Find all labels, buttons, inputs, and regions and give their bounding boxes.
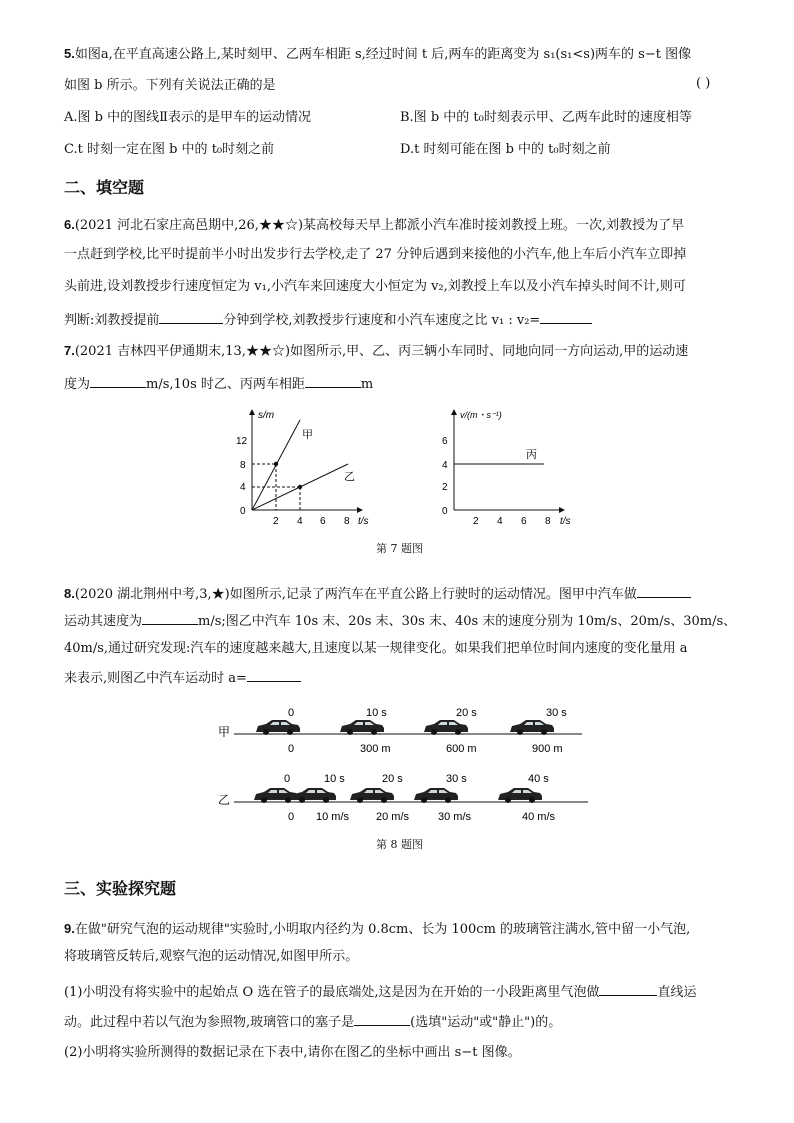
answer-blank[interactable]	[159, 309, 223, 324]
q6-line3: 头前进,设刘教授步行速度恒定为 v₁,小汽车来回速度大小恒定为 v₂,刘教授上车以及小汽车掉头时间不计,则可	[64, 279, 686, 294]
time-label: 20 s	[456, 707, 477, 719]
speed-label: 40 m/s	[522, 811, 556, 823]
answer-blank[interactable]	[599, 981, 657, 996]
x-tick: 2	[273, 516, 279, 527]
y-tick: 6	[442, 436, 448, 447]
distance-label: 900 m	[532, 743, 563, 755]
answer-blank[interactable]	[305, 373, 361, 388]
q8-line2	[64, 610, 736, 632]
q5-option-d: D.t 时刻可能在图 b 中的 t₀时刻之前	[400, 142, 611, 157]
x-tick: 4	[497, 516, 503, 527]
car-icon	[414, 788, 458, 803]
answer-blank[interactable]	[90, 373, 146, 388]
q6-line1	[64, 215, 684, 236]
time-label: 10 s	[324, 773, 345, 785]
q9-text: (选填"运动"或"静止")的。	[410, 1015, 562, 1030]
row-label-yi: 乙	[218, 793, 231, 807]
distance-label: 0	[288, 743, 295, 755]
car-icon	[350, 788, 394, 803]
q8-text: (2020 湖北荆州中考,3,★)如图所示,记录了两汽车在平直公路上行驶时的运动情况。图甲中汽车做	[74, 587, 637, 602]
x-tick: 8	[344, 516, 350, 527]
figure-caption: 第 7 题图	[376, 542, 423, 555]
answer-blank[interactable]	[247, 667, 301, 682]
question-number: 8.	[64, 586, 75, 601]
speed-label: 20 m/s	[376, 811, 410, 823]
q9-line1	[64, 919, 690, 940]
y-tick: 0	[240, 506, 246, 517]
figure-caption: 第 8 题图	[376, 838, 423, 851]
q6-line4	[64, 309, 592, 331]
car-icon	[424, 720, 468, 735]
q6-text: 判断:刘教授提前	[64, 313, 160, 328]
car-icon	[292, 788, 336, 803]
q9-text: 动。此过程中若以气泡为参照物,玻璃管口的塞子是	[64, 1015, 355, 1030]
car-icon	[498, 788, 542, 803]
section-heading-fill-in: 二、填空题	[64, 180, 145, 197]
answer-blank[interactable]	[354, 1011, 410, 1026]
speed-label: 10 m/s	[316, 811, 350, 823]
label-jia: 甲	[302, 429, 313, 441]
distance-label: 600 m	[446, 743, 477, 755]
y-tick: 2	[442, 482, 448, 493]
q8-line4	[64, 667, 301, 689]
section-heading-experiment: 三、实验探究题	[64, 881, 177, 898]
speed-label: 30 m/s	[438, 811, 472, 823]
q7-st-graph	[222, 404, 382, 532]
q9-line2: 将玻璃管反转后,观察气泡的运动情况,如图甲所示。	[64, 949, 359, 964]
distance-label: 300 m	[360, 743, 391, 755]
time-label: 30 s	[546, 707, 567, 719]
point	[298, 485, 302, 489]
car-icon	[256, 720, 300, 735]
q6-text: (2021 河北石家庄高邑期中,26,★★☆)某高校每天早上都派小汽车准时接刘教授上班。一次,刘教授为了早	[74, 218, 685, 233]
q8-line1	[64, 583, 691, 605]
q8-text: m/s;图乙中汽车 10s 末、20s 末、30s 末、40s 末的速度分别为 10m/s、20m/s、30m/s、	[198, 614, 737, 629]
q5-option-b: B.图 b 中的 t₀时刻表示甲、乙两车此时的速度相等	[400, 110, 692, 125]
row-label-jia: 甲	[218, 725, 231, 739]
q7-text: m/s,10s 时乙、丙两车相距	[146, 377, 305, 392]
q9-text: 直线运	[657, 985, 697, 1000]
time-label: 30 s	[446, 773, 467, 785]
q7-line2	[64, 373, 373, 395]
x-axis-label: t/s	[358, 516, 369, 527]
question-number: 5.	[64, 46, 75, 61]
label-yi: 乙	[344, 471, 355, 483]
speed-label: 0	[288, 811, 295, 823]
q6-text: 分钟到学校,刘教授步行速度和小汽车速度之比 v₁ : v₂=	[223, 313, 541, 328]
y-tick: 4	[442, 460, 448, 471]
q8-text: 运动其速度为	[64, 614, 143, 629]
q5-line2: 如图 b 所示。下列有关说法正确的是	[64, 78, 276, 93]
point	[274, 462, 278, 466]
q8-line3: 40m/s,通过研究发现:汽车的速度越来越大,且速度以某一规律变化。如果我们把单位时间内速度的变化量用 a	[64, 641, 688, 656]
q7-text: (2021 吉林四平伊通期末,13,★★☆)如图所示,甲、乙、丙三辆小车同时、同地向同一方向运动,甲的运动速	[74, 344, 689, 359]
question-number: 7.	[64, 343, 75, 358]
answer-parentheses: ( )	[696, 76, 711, 91]
q7-line1	[64, 341, 688, 362]
q8-text: 来表示,则图乙中汽车运动时 a=	[64, 671, 247, 686]
time-label: 0	[288, 707, 295, 719]
q5-line1	[64, 44, 691, 65]
x-tick: 8	[545, 516, 551, 527]
y-axis-label: s/m	[258, 410, 275, 421]
time-label: 20 s	[382, 773, 403, 785]
answer-blank[interactable]	[637, 583, 691, 598]
q9-sub2: (2)小明将实验所测得的数据记录在下表中,请你在图乙的坐标中画出 s−t 图像。	[64, 1045, 521, 1060]
q9-sub1-line1	[64, 981, 697, 1003]
q9-text: 在做"研究气泡的运动规律"实验时,小明取内径约为 0.8cm、长为 100cm 的玻璃管注满水,管中留一小气泡,	[74, 922, 691, 937]
x-tick: 6	[320, 516, 326, 527]
y-tick: 4	[240, 482, 246, 493]
y-tick: 12	[236, 436, 248, 447]
label-bing: 丙	[526, 449, 537, 461]
y-tick: 8	[240, 460, 246, 471]
q6-line2: 一点赶到学校,比平时提前半小时出发步行去学校,走了 27 分钟后遇到来接他的小汽车,他上车后小汽车立即掉	[64, 247, 687, 262]
q5-text: 如图a,在平直高速公路上,某时刻甲、乙两车相距 s,经过时间 t 后,两车的距离变为 s₁(s₁<s)两车的 s−t 图像	[74, 47, 692, 62]
x-tick: 6	[521, 516, 527, 527]
time-label: 40 s	[528, 773, 549, 785]
q8-car-figure	[216, 700, 596, 832]
car-icon	[254, 788, 298, 803]
question-number: 6.	[64, 217, 75, 232]
answer-blank[interactable]	[142, 610, 198, 625]
q5-option-a: A.图 b 中的图线Ⅱ表示的是甲车的运动情况	[64, 110, 311, 125]
answer-blank[interactable]	[540, 309, 592, 324]
q9-sub1-line2	[64, 1011, 561, 1033]
x-tick: 4	[297, 516, 303, 527]
y-tick: 0	[442, 506, 448, 517]
q7-text: 度为	[64, 377, 91, 392]
time-label: 10 s	[366, 707, 387, 719]
q9-text: (1)小明没有将实验中的起始点 O 选在管子的最底端处,这是因为在开始的一小段距离里气泡做	[64, 985, 600, 1000]
car-icon	[510, 720, 554, 735]
y-axis-label: v/(m・s⁻¹)	[460, 410, 502, 420]
x-axis-label: t/s	[560, 516, 571, 527]
x-tick: 2	[473, 516, 479, 527]
car-icon	[340, 720, 384, 735]
q7-vt-graph	[426, 404, 586, 532]
question-number: 9.	[64, 921, 75, 936]
q7-text: m	[360, 377, 374, 392]
time-label: 0	[284, 773, 291, 785]
q5-option-c: C.t 时刻一定在图 b 中的 t₀时刻之前	[64, 142, 275, 157]
